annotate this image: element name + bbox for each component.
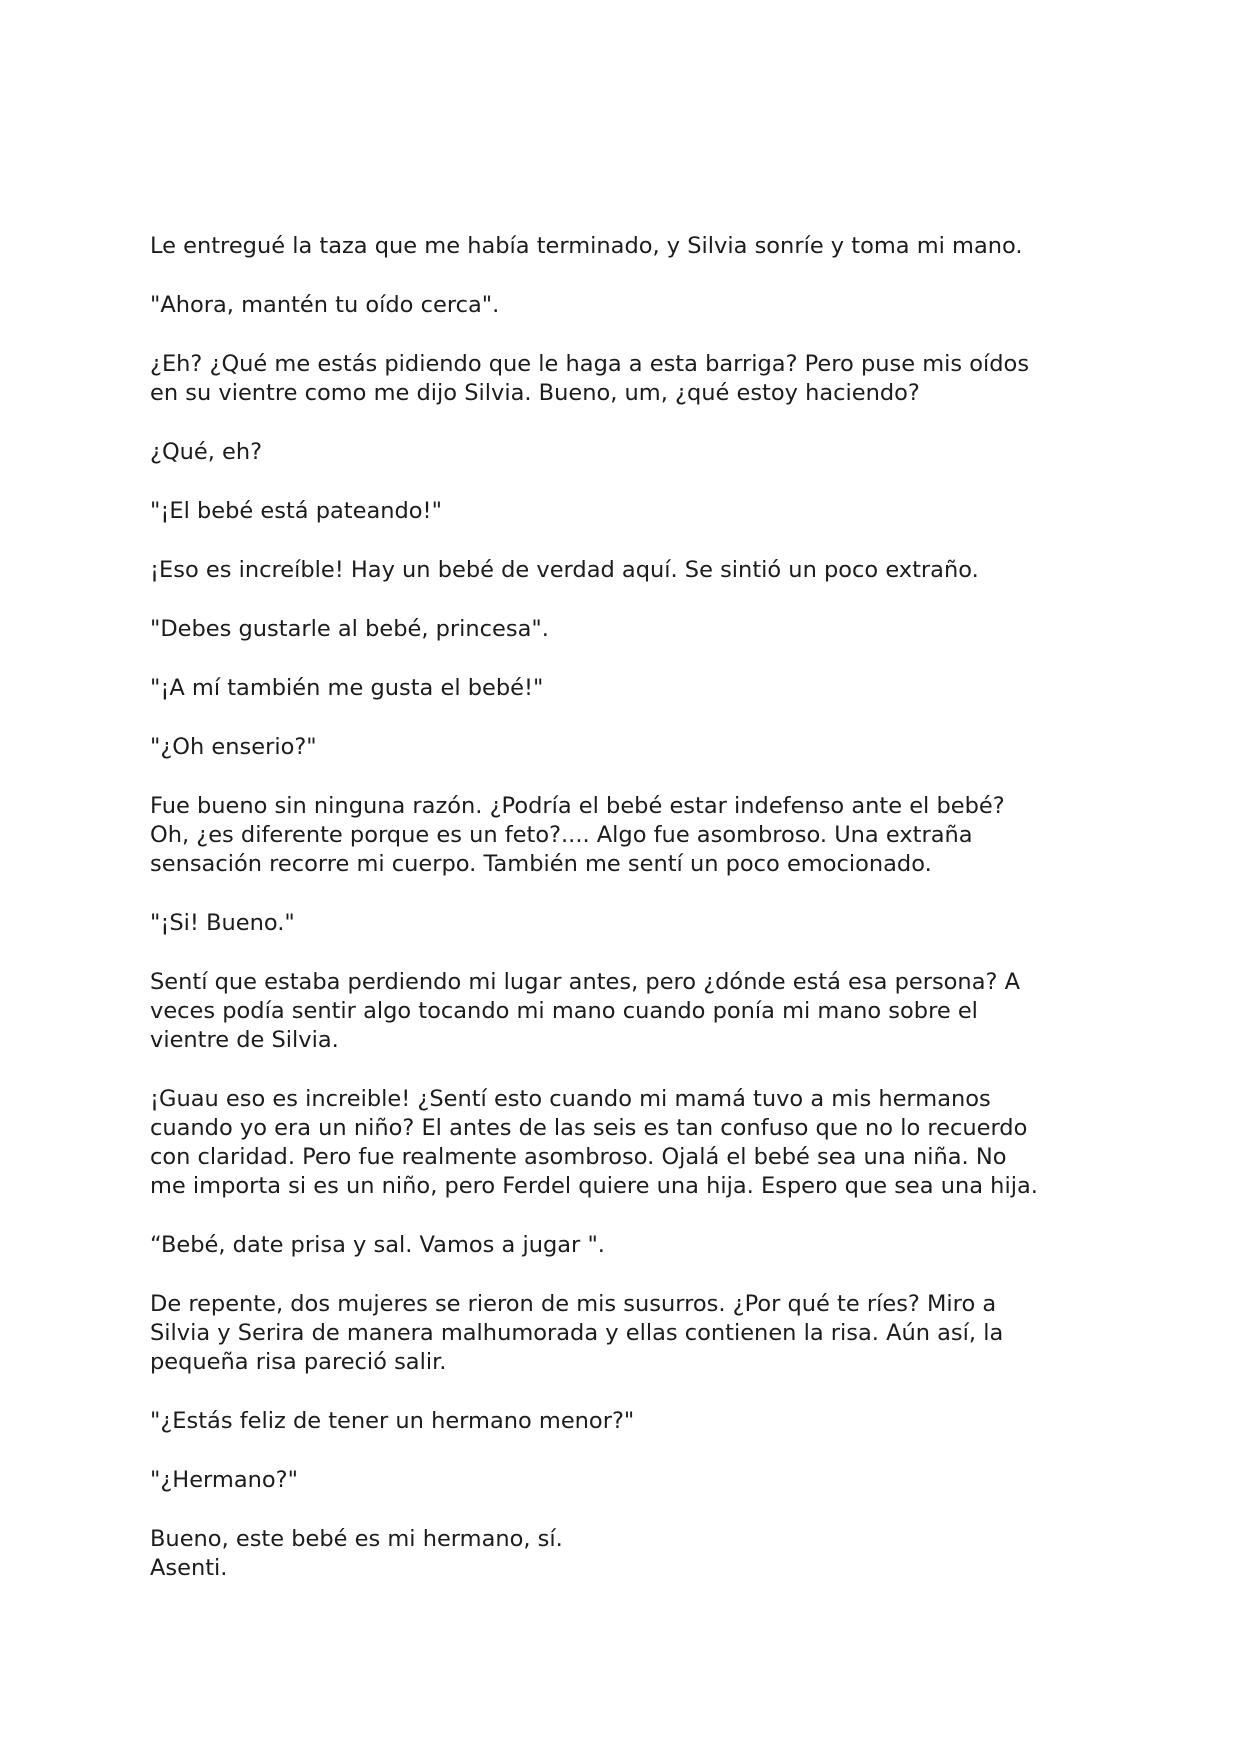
text-line: Le entregué la taza que me había terminado, y Silvia sonríe y toma mi mano. [150, 233, 1023, 259]
text-line: "¡El bebé está pateando!" [150, 498, 442, 524]
text-line: vientre de Silvia. [150, 1027, 339, 1053]
text-line: pequeña risa pareció salir. [150, 1349, 447, 1375]
paragraph [150, 556, 1102, 585]
paragraph [150, 232, 1102, 261]
text-line: "Ahora, mantén tu oído cerca". [150, 292, 500, 318]
text-line: Asenti. [150, 1555, 228, 1581]
text-line: "¿Hermano?" [150, 1467, 298, 1493]
paragraph [150, 350, 1102, 408]
paragraph [150, 1231, 1102, 1260]
text-line: "¿Estás feliz de tener un hermano menor?" [150, 1408, 635, 1434]
text-line: "¿Oh enserio?" [150, 734, 317, 760]
text-line: De repente, dos mujeres se rieron de mis susurros. ¿Por qué te ríes? Miro a [150, 1291, 997, 1317]
paragraph [150, 674, 1102, 703]
paragraph [150, 1525, 1102, 1583]
text-line: sensación recorre mi cuerpo. También me sentí un poco emocionado. [150, 851, 932, 877]
text-line: Silvia y Serira de manera malhumorada y ellas contienen la risa. Aún así, la [150, 1320, 1004, 1346]
paragraph [150, 1290, 1102, 1377]
paragraph [150, 1407, 1102, 1436]
text-line: ¡Guau eso es increible! ¿Sentí esto cuando mi mamá tuvo a mis hermanos [150, 1086, 991, 1112]
text-line: con claridad. Pero fue realmente asombroso. Ojalá el bebé sea una niña. No [150, 1144, 1007, 1170]
text-line: veces podía sentir algo tocando mi mano cuando ponía mi mano sobre el [150, 998, 978, 1024]
text-line: ¿Qué, eh? [150, 439, 263, 465]
text-line: Sentí que estaba perdiendo mi lugar antes, pero ¿dónde está esa persona? A [150, 969, 1020, 995]
document-body [150, 232, 1102, 1613]
paragraph [150, 615, 1102, 644]
paragraph [150, 792, 1102, 879]
paragraph [150, 733, 1102, 762]
paragraph [150, 1085, 1102, 1201]
text-line: “Bebé, date prisa y sal. Vamos a jugar ". [150, 1232, 605, 1258]
text-line: ¿Eh? ¿Qué me estás pidiendo que le haga a esta barriga? Pero puse mis oídos [150, 351, 1030, 377]
text-line: Fue bueno sin ninguna razón. ¿Podría el bebé estar indefenso ante el bebé? [150, 793, 1005, 819]
text-line: "¡Si! Bueno." [150, 910, 295, 936]
text-line: me importa si es un niño, pero Ferdel quiere una hija. Espero que sea una hija. [150, 1173, 1038, 1199]
paragraph [150, 438, 1102, 467]
text-line: cuando yo era un niño? El antes de las seis es tan confuso que no lo recuerdo [150, 1115, 1028, 1141]
paragraph [150, 909, 1102, 938]
text-line: Oh, ¿es diferente porque es un feto?.... Algo fue asombroso. Una extraña [150, 822, 973, 848]
text-line: en su vientre como me dijo Silvia. Bueno, um, ¿qué estoy haciendo? [150, 380, 920, 406]
paragraph [150, 968, 1102, 1055]
text-line: "Debes gustarle al bebé, princesa". [150, 616, 549, 642]
text-line: Bueno, este bebé es mi hermano, sí. [150, 1526, 563, 1552]
paragraph [150, 497, 1102, 526]
text-line: ¡Eso es increíble! Hay un bebé de verdad aquí. Se sintió un poco extraño. [150, 557, 979, 583]
paragraph [150, 1466, 1102, 1495]
paragraph [150, 291, 1102, 320]
text-line: "¡A mí también me gusta el bebé!" [150, 675, 544, 701]
